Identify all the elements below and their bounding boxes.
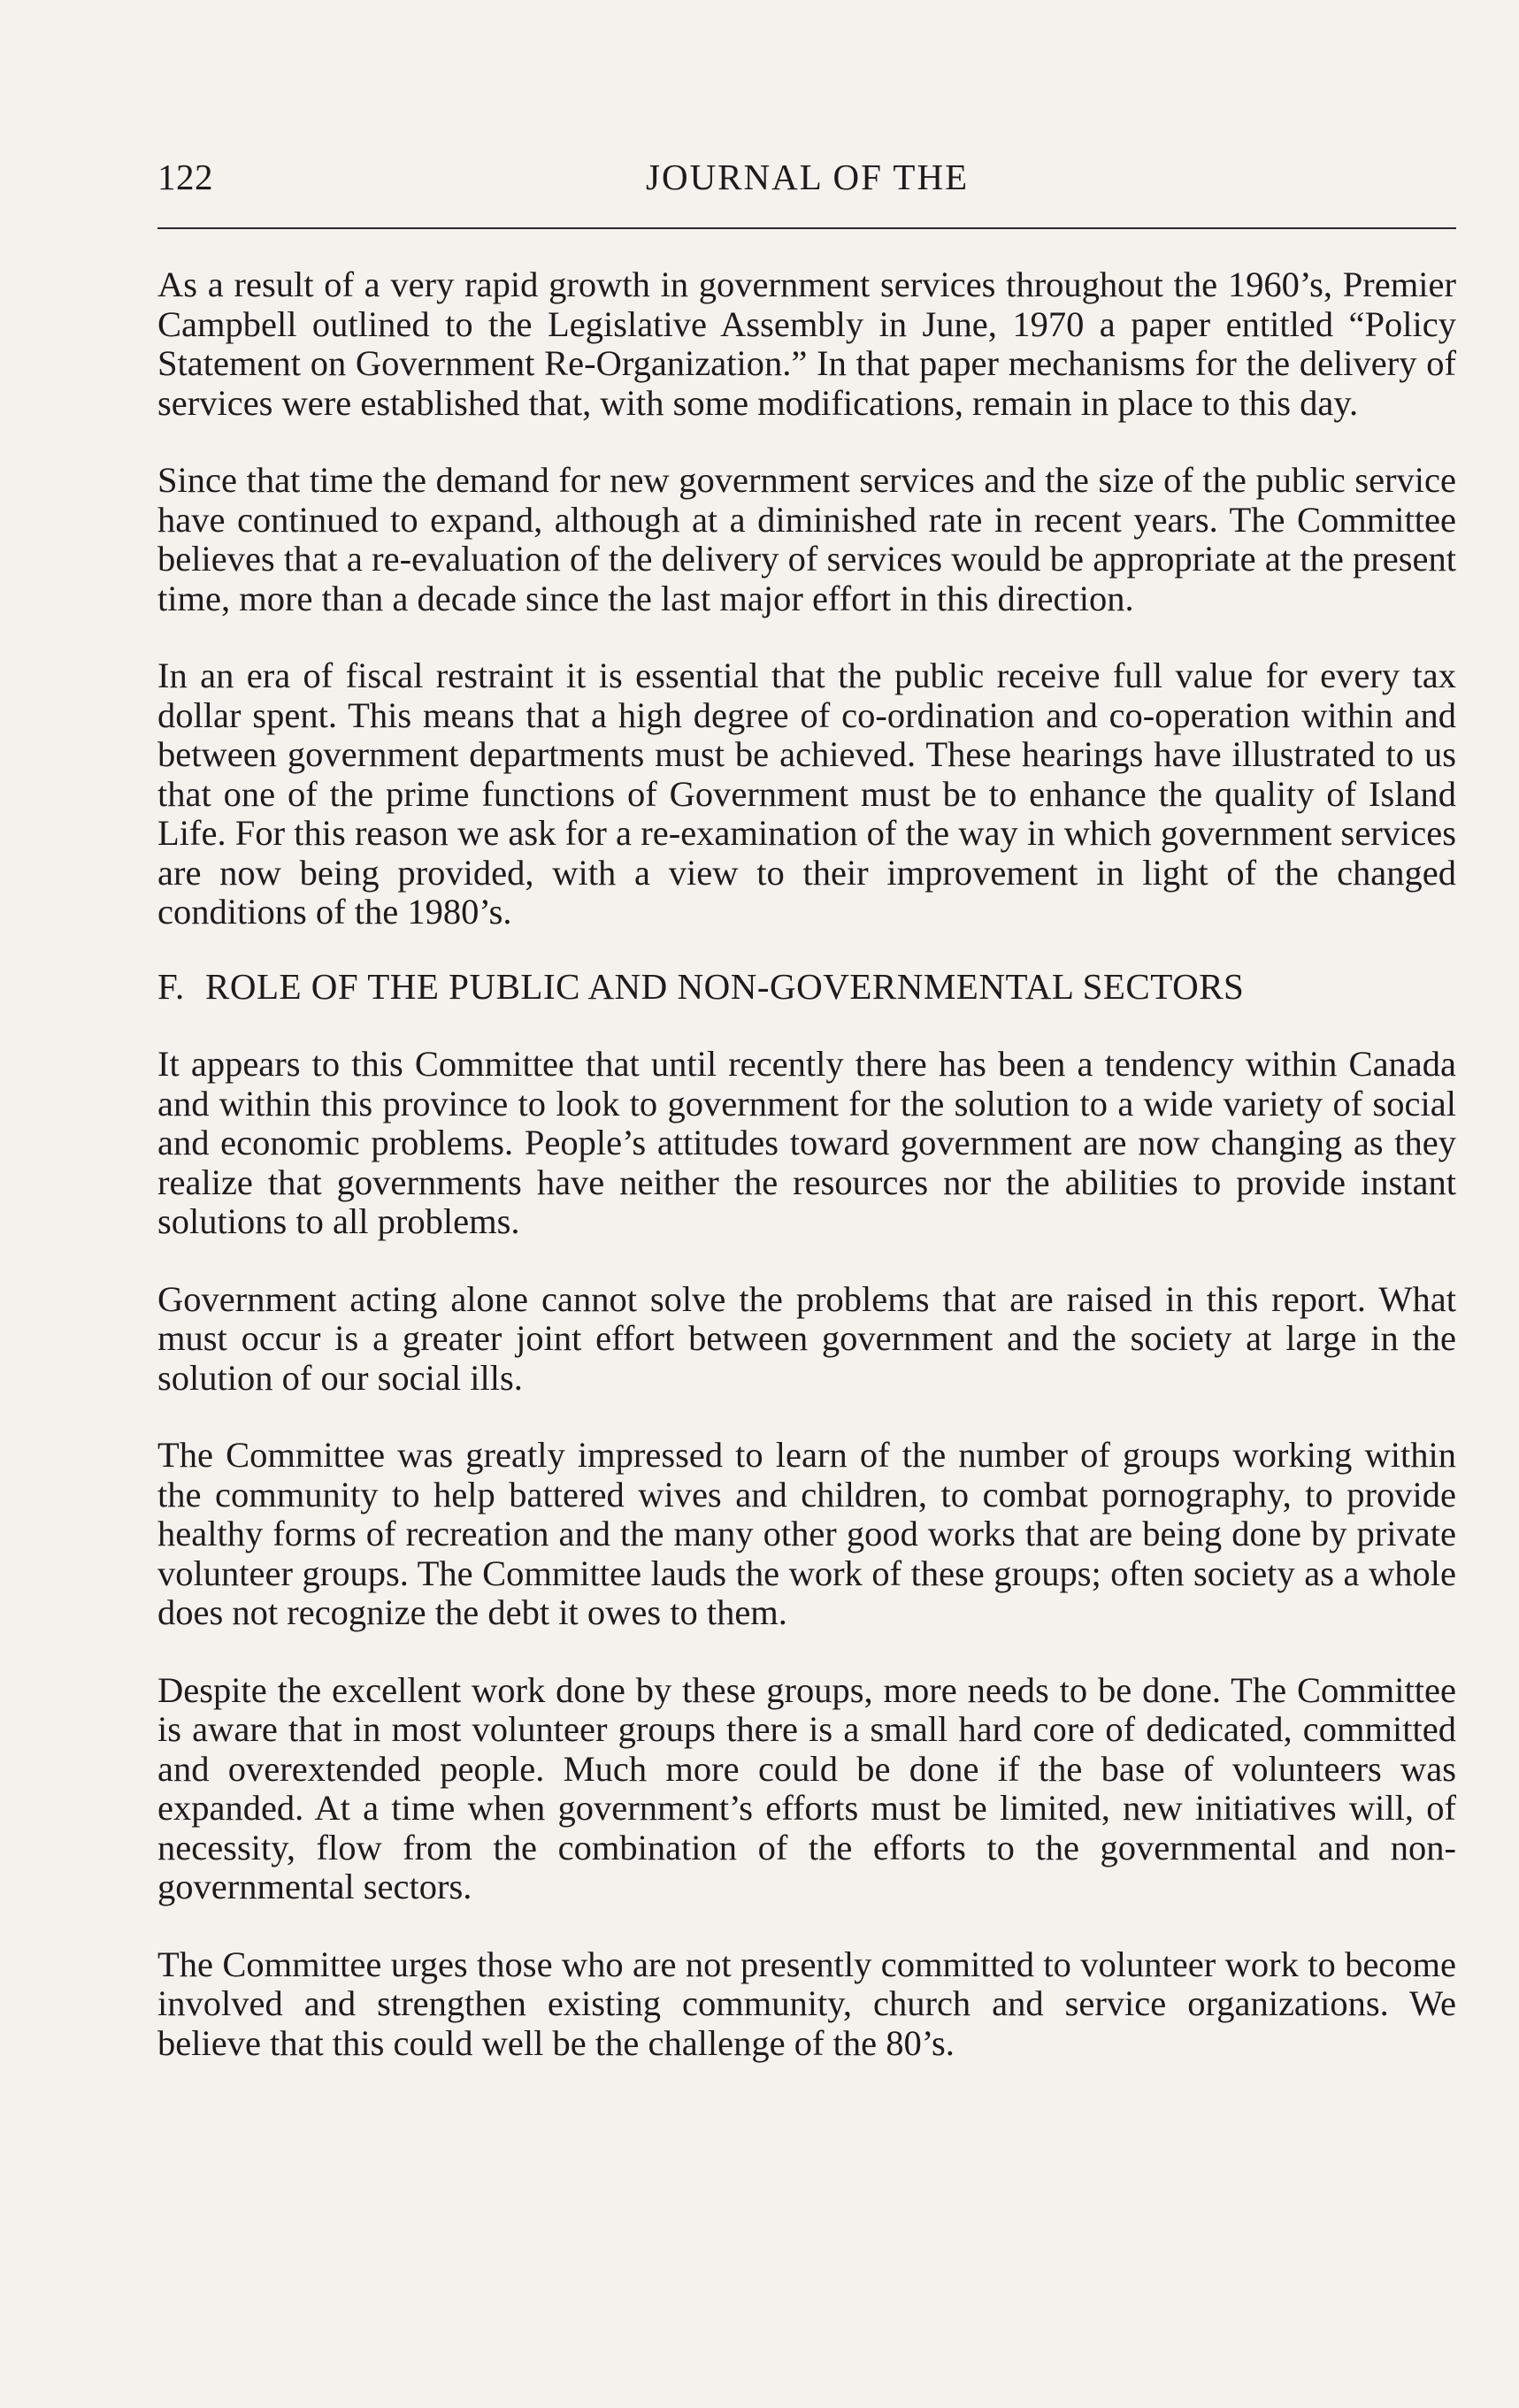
document-body [157,265,1456,2101]
paragraph-more-needs-done: Despite the excellent work done by these groups, more needs to be done. The Committee is aware that in most volunteer groups there is a small hard core of dedicated, committed and overextended people. Much more could be done if the base of volunteers was expanded. At a time when government’s efforts must be limited, new initiatives will, of necessity, flow from the combination of the efforts to the governmental and non-governmental sectors. [157,1669,1456,1906]
section-title: ROLE OF THE PUBLIC AND NON-GOVERNMENTAL SECTORS [205,965,1245,1007]
header-rule [157,227,1456,229]
paragraph-volunteer-groups: The Committee was greatly impressed to learn of the number of groups working within the community to help battered wives and children, to combat pornography, to provide healthy forms of recreation and the many other good works that are being done by private volunteer groups. The Committee lauds the work of these groups; often society as a whole does not recognize the debt it owes to them. [157,1435,1456,1632]
paragraph-challenge-80s: The Committee urges those who are not presently committed to volunteer work to become involved and strengthen existing community, church and service organizations. We believe that this could well be the challenge of the 80’s. [157,1944,1456,2063]
paragraph-tendency: It appears to this Committee that until recently there has been a tendency within Canada and within this province to look to government for the solution to a wide variety of social and economic problems. People’s attitudes toward government are now changing as they realize that governments have neither the resources nor the abilities to provide instant solutions to all problems. [157,1044,1456,1241]
section-heading [157,967,1456,1007]
page-number: 122 [157,157,213,197]
paragraph-fiscal-restraint: In an era of fiscal restraint it is essential that the public receive full value for every tax dollar spent. This means that a high degree of co-ordination and co-operation within and between government departments must be achieved. These hearings have illustrated to us that one of the prime functions of Government must be to enhance the quality of Island Life. For this reason we ask for a re-examination of the way in which government services are now being provided, with a view to their improvement in light of the changed conditions of the 1980’s. [157,656,1456,932]
running-head [157,156,1456,209]
paragraph-government-reorganization: As a result of a very rapid growth in government services throughout the 1960’s, Premier Campbell outlined to the Legislative Assembly in June, 1970 a paper entitled “Policy Statement on Government Re-Organization.” In that paper mechanisms for the delivery of services were established that, with some modifications, remain in place to this day. [157,265,1456,423]
paragraph-joint-effort: Government acting alone cannot solve the problems that are raised in this report. What must occur is a greater joint effort between government and the society at large in the solution of our social ills. [157,1278,1456,1398]
journal-title: JOURNAL OF THE [646,157,970,197]
section-letter: F. [157,965,185,1007]
paragraph-re-evaluation: Since that time the demand for new government services and the size of the public service have continued to expand, although at a diminished rate in recent years. The Committee believes that a re-evaluation of the delivery of services would be appropriate at the present time, more than a decade since the last major effort in this direction. [157,460,1456,618]
